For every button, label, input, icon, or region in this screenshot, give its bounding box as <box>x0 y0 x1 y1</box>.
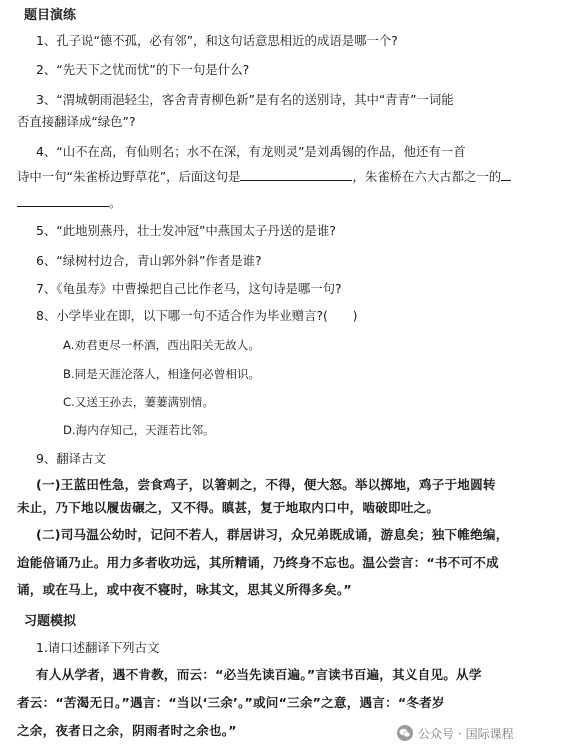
question-1: 1、孔子说“德不孤，必有邻”，和这句话意思相近的成语是哪一个? <box>36 33 398 48</box>
practice-passage-line-2: 者云：“苦渴无日。”遇言：“当以‘三余’。”或问“三余”之意，遇言：“冬者岁 <box>17 695 445 710</box>
watermark-label: 公众号 · <box>418 726 462 741</box>
option-d: D.海内存知己，天涯若比邻。 <box>63 423 215 437</box>
question-3-line-1: 3、“渭城朝雨浥轻尘，客舍青青柳色新”是有名的送别诗，其中“青青”一词能 <box>36 92 454 107</box>
question-4-line-2 <box>17 168 511 185</box>
practice-question-1: 1.请口述翻译下列古文 <box>36 640 160 655</box>
answer-blank-2-start[interactable] <box>501 168 511 181</box>
passage-2-line-1: (二)司马温公幼时，记问不若人，群居讲习，众兄弟既成诵，游息矣；独下帷绝编， <box>36 527 509 542</box>
option-b: B.同是天涯沦落人，相逢何必曾相识。 <box>63 367 261 381</box>
question-6: 6、“绿树村边合，青山郭外斜”作者是谁? <box>36 253 262 268</box>
question-4-period: 。 <box>109 195 122 210</box>
question-2: 2、“先天下之忧而忧”的下一句是什么? <box>36 62 250 77</box>
question-5: 5、“此地别燕丹，壮士发冲冠”中燕国太子丹送的是谁? <box>36 223 336 238</box>
question-3-line-2: 否直接翻译成“绿色”? <box>17 114 136 129</box>
watermark-name: 国际课程 <box>465 726 514 741</box>
question-4-line-3 <box>17 194 121 211</box>
practice-passage-line-3: 之余，夜者日之余，阴雨者时之余也。” <box>17 723 237 738</box>
passage-1-line-1: (一)王蓝田性急，尝食鸡子，以箸刺之，不得，便大怒。举以掷地，鸡子于地圆转 <box>36 477 496 492</box>
passage-2-line-3: 诵，或在马上，或中夜不寝时，咏其文，思其义所得多矣。” <box>17 582 352 597</box>
question-4-line-1: 4、“山不在高，有仙则名；水不在深，有龙则灵”是刘禹锡的作品，他还有一首 <box>36 144 466 159</box>
section-title-exercises: 题目演练 <box>24 8 77 23</box>
question-4-text-a: 诗中一句“朱雀桥边野草花”，后面这句是 <box>17 169 241 184</box>
practice-passage-line-1: 有人从学者，遇不肯教，而云：“必当先读百遍。”言读书百遍，其义自见。从学 <box>36 667 482 682</box>
question-7: 7、《龟虽寿》中曹操把自己比作老马，这句诗是哪一句? <box>36 281 342 296</box>
option-c: C.又送王孙去，萋萋满别情。 <box>63 395 214 409</box>
section-title-practice: 习题模拟 <box>24 614 77 629</box>
wechat-watermark <box>392 720 518 746</box>
wechat-icon <box>396 724 414 742</box>
question-9: 9、翻译古文 <box>36 451 106 466</box>
answer-blank-2[interactable] <box>17 194 109 207</box>
passage-1-line-2: 未止，乃下地以履齿碾之，又不得。瞋甚，复于地取内口中，啮破即吐之。 <box>17 500 440 515</box>
answer-blank-1[interactable] <box>240 168 352 181</box>
option-a: A.劝君更尽一杯酒，西出阳关无故人。 <box>63 338 260 352</box>
passage-2-line-2: 迨能倍诵乃止。用力多者收功远，其所精诵，乃终身不忘也。温公尝言：“书不可不成 <box>17 555 499 570</box>
question-4-text-b: ，朱雀桥在六大古都之一的 <box>352 169 502 184</box>
question-8: 8、小学毕业在即，以下哪一句不适合作为毕业赠言?( ) <box>36 308 358 323</box>
